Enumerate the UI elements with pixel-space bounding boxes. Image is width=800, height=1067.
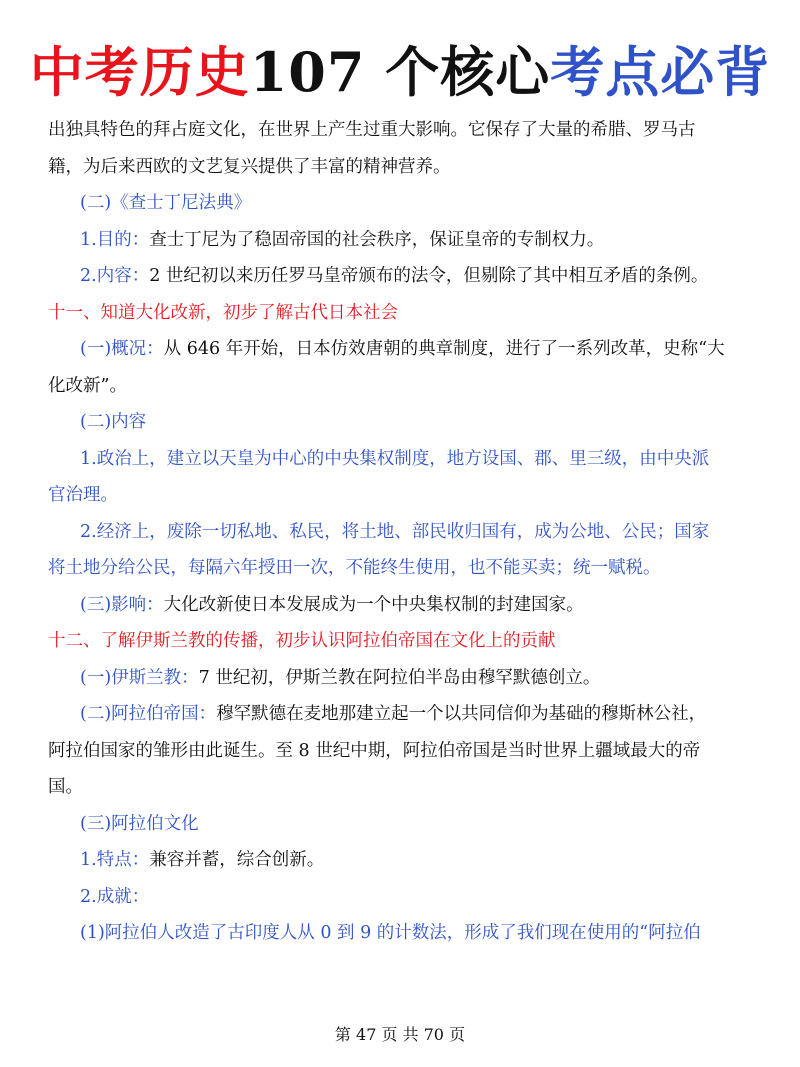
section-heading-text: 十一、知道大化改新，初步了解古代日本社会 [48,302,398,323]
text-line [48,769,760,806]
text-line [48,514,760,551]
body-text: 7 世纪初，伊斯兰教在阿拉伯半岛由穆罕默德创立。 [198,667,601,688]
text-line [48,915,760,952]
subheading-text: (一)概况： [80,339,164,359]
text-line [48,696,760,733]
subheading-text: (1)阿拉伯人改造了古印度人从 0 到 9 的计数法，形成了我们现在使用的“阿拉伯 [80,923,701,943]
subheading-text: (三)影响： [80,594,164,615]
body-text: 2 世纪初以来历任罗马皇帝颁布的法令，但剔除了其中相互矛盾的条例。 [149,266,709,286]
text-line [48,441,760,478]
subheading-text: 1.特点： [80,850,150,870]
page-number-footer: 第 47 页 共 70 页 [334,1025,466,1044]
subheading-text: 1.目的： [80,229,150,250]
text-line [48,295,760,332]
text-line [48,222,760,259]
subheading-text: (二)《查士丁尼法典》 [80,193,252,213]
body-text: 穆罕默德在麦地那建立起一个以共同信仰为基础的穆斯林公社， [216,704,707,724]
body-text: 阿拉伯国家的雏形由此诞生。至 8 世纪中期，阿拉伯帝国是当时世界上疆域最大的帝 [48,740,701,761]
text-line [48,477,760,514]
body-text: 籍，为后来西欧的文艺复兴提供了丰富的精神营养。 [48,156,451,177]
page-title [0,30,800,107]
subheading-text: 2.成就： [80,886,150,907]
text-line [48,331,760,368]
subheading-text: 将土地分给公民，每隔六年授田一次，不能终生使用，也不能买卖；统一赋税。 [48,558,661,578]
text-line [48,879,760,916]
text-line [48,550,760,587]
subheading-text: (三)阿拉伯文化 [80,813,199,834]
text-line [48,733,760,770]
subheading-text: (一)伊斯兰教： [80,667,199,688]
body-text: 大化改新使日本发展成为一个中央集权制的封建国家。 [163,594,584,615]
title-part-1: 中考历史 [29,40,250,104]
subheading-text: 2.内容： [80,266,150,286]
text-line [48,587,760,624]
body-text: 兼容并蓄，综合创新。 [149,850,325,870]
body-text: 化改新”。 [48,375,127,396]
subheading-text: (二)内容 [80,412,147,432]
body-text: 出独具特色的拜占庭文化，在世界上产生过重大影响。它保存了大量的希腊、罗马古 [48,120,696,140]
document-body [48,112,760,952]
text-line [48,112,760,149]
body-text: 国。 [48,777,83,797]
text-line [48,368,760,405]
text-line [48,806,760,843]
body-text: 从 646 年开始，日本仿效唐朝的典章制度，进行了一系列改革，史称“大 [163,339,725,359]
text-line [48,660,760,697]
text-line [48,258,760,295]
subheading-text: (二)阿拉伯帝国： [80,704,217,724]
subheading-text: 1.政治上，建立以天皇为中心的中央集权制度，地方设国、郡、里三级，由中央派 [80,448,710,469]
subheading-text: 2.经济上，废除一切私地、私民，将土地、部民收归国有，成为公地、公民；国家 [80,521,710,542]
subheading-text: 官治理。 [48,485,118,505]
text-line [48,404,760,441]
title-part-2: 107 个核心 [249,40,551,104]
section-heading-text: 十二、了解伊斯兰教的传播，初步认识阿拉伯帝国在文化上的贡献 [48,631,556,651]
text-line [48,149,760,186]
title-part-3: 考点必背 [550,40,771,104]
text-line [48,185,760,222]
text-line [48,623,760,660]
text-line [48,842,760,879]
body-text: 查士丁尼为了稳固帝国的社会秩序，保证皇帝的专制权力。 [149,229,605,250]
